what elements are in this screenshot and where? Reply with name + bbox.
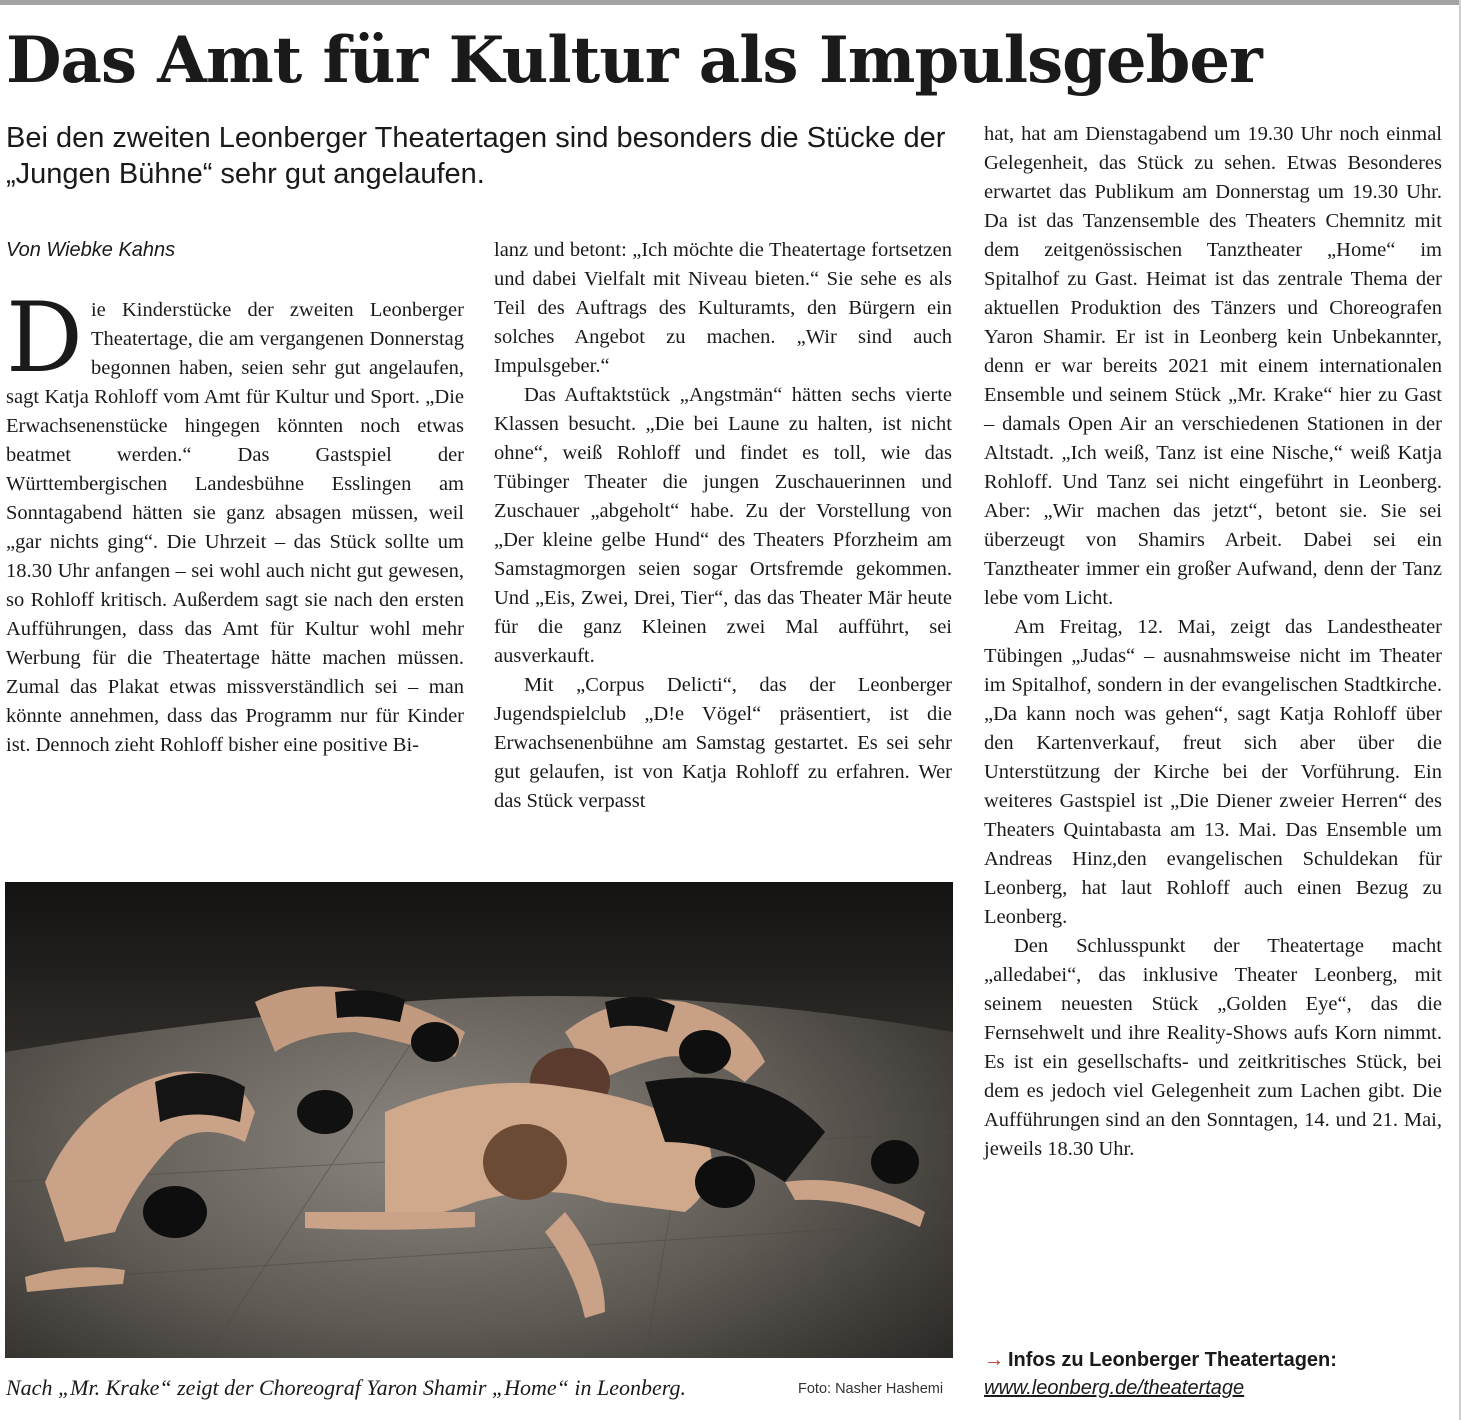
subheadline: Bei den zweiten Leonberger Theatertagen sind besonders die Stücke der „Jungen Bühne“ sehr gut angelaufen. — [6, 122, 946, 190]
paragraph — [6, 282, 464, 760]
drop-cap: D — [6, 282, 83, 394]
info-link[interactable]: www.leonberg.de/theatertage — [984, 1377, 1245, 1399]
photo-credit: Foto: Nasher Hashemi — [798, 1381, 944, 1397]
article-column-3 — [984, 120, 1442, 1164]
paragraph: Am Freitag, 12. Mai, zeigt das Landestheater Tübingen „Judas“ – ausnahmsweise nicht im Theater im Spitalhof, sondern in der evangelischen Stadtkirche. „Da kann noch was gehen“, sagt Katja Rohloff über den Kartenverkauf, freut sich aber über die Unterstützung der Kirche bei der Vorführung. Ein weiteres Gastspiel ist „Die Diener zweier Herren“ des Theaters Quintabasta am 13. Mai. Das Ensemble um Andreas Hinz,den evangelischen Schuldekan für Leonberg, hat laut Rohloff auch einen Bezug zu Leonberg. — [984, 616, 1442, 928]
dancers-illustration — [5, 882, 953, 1358]
arrow-right-icon: → — [984, 1349, 1004, 1371]
paragraph: hat, hat am Dienstagabend um 19.30 Uhr noch einmal Gelegenheit, das Stück zu sehen. Etwas Besonderes erwartet das Publikum am Donnerstag um 19.30 Uhr. Da ist das Tanzensemble des Theaters Chemnitz mit dem zeitgenössischen Tanztheater „Home“ im Spitalhof zu Gast. Heimat ist das zentrale Thema der aktuellen Produktion des Tänzers und Choreografen Yaron Shamir. Er ist in Leonberg kein Unbekannter, denn er war bereits 2021 mit einem internationalen Ensemble und seinem Stück „Mr. Krake“ hier zu Gast – damals Open Air an verschiedenen Stationen in der Altstadt. „Ich weiß, Tanz ist eine Nische,“ weiß Katja Rohloff. Und Tanz sei nicht eingeführt in Leonberg. Aber: „Wir machen das jetzt“, betont sie. Sie sei überzeugt von Shamirs Arbeit. Dabei sei ein Tanztheater immer ein großer Aufwand, denn der Tanz lebe vom Licht. — [984, 123, 1442, 609]
info-box-heading — [984, 1346, 1337, 1374]
article-column-1 — [6, 282, 464, 760]
dance-photo — [5, 882, 953, 1358]
paragraph: Das Auftaktstück „Angstmän“ hätten sechs vierte Klassen besucht. „Die bei Laune zu halten, ist nicht ohne“, weiß Rohloff und findet es toll, wie das Tübinger Theater die jungen Zuschauerinnen und Zuschauer „abgeholt“ habe. Zu der Vorstellung von „Der kleine gelbe Hund“ des Theaters Pforzheim am Samstagmorgen seien sogar Ortsfremde gekommen. Und „Eis, Zwei, Drei, Tier“, das das Theater Mär heute für die ganz Kleinen zwei Mal aufführt, sei ausverkauft. — [494, 384, 952, 667]
headline: Das Amt für Kultur als Impulsgeber — [6, 23, 1262, 98]
photo-caption: Nach „Mr. Krake“ zeigt der Choreograf Yaron Shamir „Home“ in Leonberg. — [6, 1375, 687, 1400]
byline: Von Wiebke Kahns — [6, 239, 176, 261]
paragraph-text: ie Kinderstücke der zweiten Leonberger Theatertage, die am vergangenen Donnerstag begonnen haben, seien sehr gut angelaufen, sagt Katja Rohloff vom Amt für Kultur und Sport. „Die Erwachsenenstücke hingegen könnten noch etwas beatmet werden.“ Das Gastspiel der Württembergischen Landesbühne Esslingen am Sonntagabend hätten sie ganz absagen müssen, weil „gar nichts ging“. Die Uhrzeit – das Stück sollte um 18.30 Uhr anfangen – sei wohl auch nicht gut gewesen, so Rohloff kritisch. Außerdem sagt sie nach den ersten Aufführungen, dass das Amt für Kultur wohl mehr Werbung für die Theatertage hätte machen müssen. Zumal das Plakat etwas missverständlich sei – man könnte annehmen, dass das Programm nur für Kinder ist. Dennoch zieht Rohloff bisher eine positive Bi- — [6, 299, 464, 756]
article-column-2 — [494, 236, 952, 816]
top-rule — [0, 0, 1461, 5]
paragraph: lanz und betont: „Ich möchte die Theatertage fortsetzen und dabei Vielfalt mit Niveau bieten.“ Sie sehe es als Teil des Auftrags des Kulturamts, den Bürgern ein solches Angebot zu machen. „Wir sind auch Impulsgeber.“ — [494, 239, 952, 377]
info-label: Infos zu Leonberger Theatertagen: — [1008, 1349, 1337, 1371]
paragraph: Mit „Corpus Delicti“, das der Leonberger Jugendspielclub „D!e Vögel“ präsentiert, ist die Erwachsenenbühne am Samstag gestartet. Es sei sehr gut gelaufen, ist von Katja Rohloff zu erfahren. Wer das Stück verpasst — [494, 674, 952, 812]
paragraph: Den Schlusspunkt der Theatertage macht „alledabei“, das inklusive Theater Leonberg, mit seinem neuesten Stück „Golden Eye“, das die Fernsehwelt und ihre Reality-Shows aufs Korn nimmt. Es ist ein gesellschafts- und zeitkritisches Stück, bei dem es jedoch viel Gelegenheit zum Lachen gibt. Die Aufführungen sind an den Sonntagen, 14. und 21. Mai, jeweils 18.30 Uhr. — [984, 935, 1442, 1160]
